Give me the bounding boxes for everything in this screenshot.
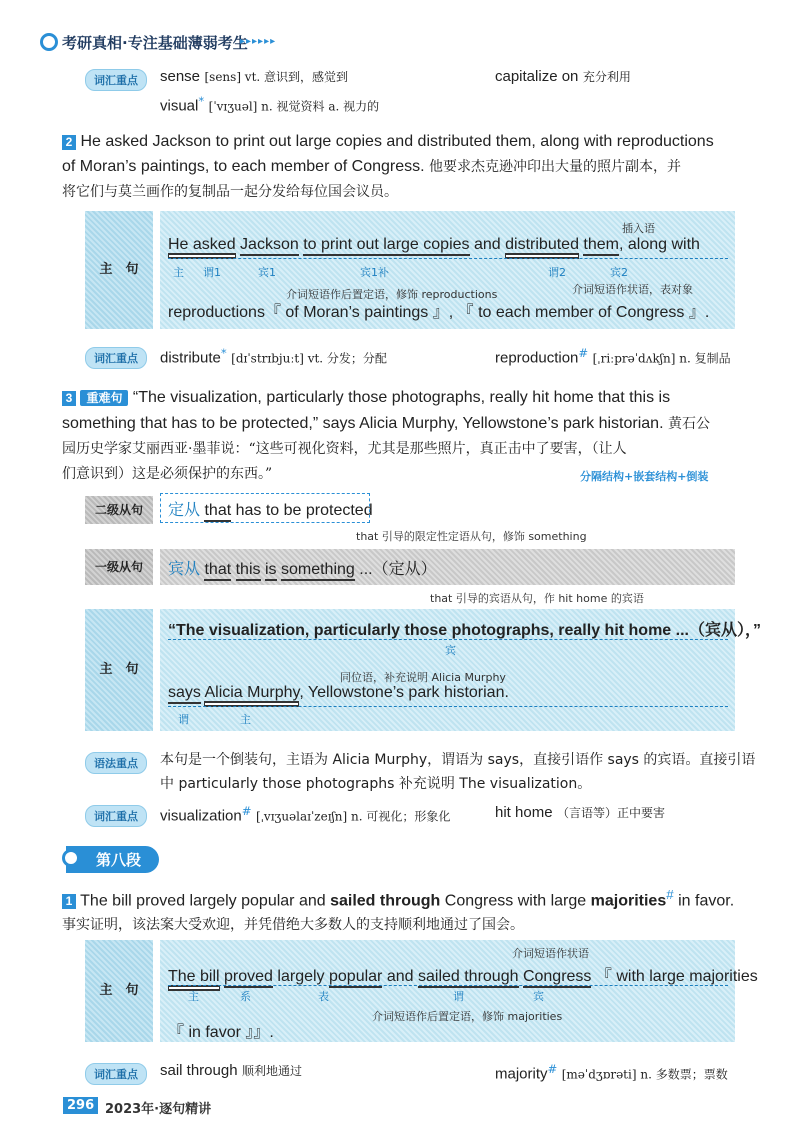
analysis-line: “The visualization, particularly those photographs, really hit home ...（宾从），” <box>168 622 761 639</box>
analysis-line: 定从 that has to be protected <box>168 497 373 520</box>
sentence-3: 3 重难句 “The visualization, particularly those photographs, really hit home that this is something that has to be protected,” says Alicia Murphy, Yellowstone’s park historian. 黄石公 园历史学家艾丽西亚·墨菲说：“这些可视化资料，尤其是那些照片，真正击中了要害，（让人 们意识到）这是必须保护的东西。” <box>62 389 710 482</box>
vocab-tag: 词汇重点 <box>85 1063 147 1085</box>
vocab-tag: 词汇重点 <box>85 69 147 91</box>
difficult-tag: 重难句 <box>80 390 128 406</box>
section-search-icon <box>62 849 80 867</box>
page-number: 296 <box>63 1097 98 1114</box>
analysis-line: 宾从 that this is something ...（定从） <box>168 556 437 579</box>
vocab-tag: 词汇重点 <box>85 347 147 369</box>
vocab-entry: visual* [ˈvɪʒuəl] n. 视觉资料 a. 视力的 <box>160 94 380 115</box>
analysis-line: 『 in favor 』』. <box>168 1024 274 1041</box>
sentence-number: 3 <box>62 391 76 406</box>
book-title: 2023年·逐句精讲 <box>105 1102 212 1117</box>
main-clause-label: 主 句 <box>85 211 153 329</box>
vocab-entry: capitalize on 充分利用 <box>495 68 631 85</box>
modifier-note: 介词短语作后置定语，修饰 reproductions <box>286 288 498 301</box>
grammar-note: 本句是一个倒装句，主语为 Alicia Murphy，谓语为 says，直接引语作 says 的宾语。直接引语 中 particularly those photographs 补充说明 The visualization。 <box>160 752 756 792</box>
main-clause-label: 主 句 <box>85 940 153 1042</box>
clause-level-1-label: 一级从句 <box>85 549 153 585</box>
vocab-entry: sense [sens] vt. 意识到，感觉到 <box>160 68 349 85</box>
vocab-entry: hit home （言语等）正中要害 <box>495 804 666 821</box>
grammar-tag: 语法重点 <box>85 752 147 774</box>
analysis-line: reproductions『 of Moran’s paintings 』, 『 to each member of Congress 』. <box>168 304 710 321</box>
sentence-number: 2 <box>62 135 76 150</box>
sentence-2: 2 He asked Jackson to print out large copies and distributed them, along with reproductions of Moran’s paintings, to each member of Congress. 他要求杰克逊冲印出大量的照片副本，并 将它们与莫兰画作的复制品一起分发给每位国会议员。 <box>62 133 714 200</box>
insert-note: 插入语 <box>622 222 655 235</box>
vocab-entry: visualization# [ˌvɪʒuəlaɪˈzeɪʃn] n. 可视化；形象化 <box>160 804 451 825</box>
header-arrows: ▸▸▸▸▸▸ <box>240 36 277 47</box>
analysis-line: He asked Jackson to print out large copies and distributed them, along with <box>168 236 700 254</box>
vocab-entry: sail through 顺利地通过 <box>160 1062 303 1079</box>
vocab-entry: majority# [məˈdʒɒrəti] n. 多数票；票数 <box>495 1062 728 1083</box>
main-clause-label: 主 句 <box>85 609 153 731</box>
section-title: 第八段 <box>66 846 159 873</box>
sentence-number: 1 <box>62 894 76 909</box>
modifier-note: 介词短语作状语，表对象 <box>572 283 693 296</box>
analysis-line: The bill proved largely popular and sailed through Congress 『 with large majorities <box>168 963 758 986</box>
clause-level-2-label: 二级从句 <box>85 496 153 524</box>
modifier-note: 介词短语作状语 <box>512 947 589 960</box>
vocab-entry: reproduction# [ˌriːprəˈdʌkʃn] n. 复制品 <box>495 346 731 367</box>
vocab-entry: distribute* [dɪˈstrɪbjuːt] vt. 分发；分配 <box>160 346 387 367</box>
sentence-8-1: 1 The bill proved largely popular and sailed through Congress with large majorities# in favor. 事实证明，该法案大受欢迎，并凭借绝大多数人的支持顺利地通过了国会。 <box>62 887 735 934</box>
modifier-note: 同位语，补充说明 Alicia Murphy <box>340 671 506 684</box>
search-logo-icon <box>40 33 58 51</box>
structure-note: 分隔结构+嵌套结构+倒装 <box>580 470 709 483</box>
modifier-note: 介词短语作后置定语，修饰 majorities <box>372 1010 563 1023</box>
vocab-tag: 词汇重点 <box>85 805 147 827</box>
analysis-line: says Alicia Murphy, Yellowstone’s park historian. <box>168 684 509 702</box>
header-title: 考研真相·专注基础薄弱考生 <box>62 34 248 52</box>
